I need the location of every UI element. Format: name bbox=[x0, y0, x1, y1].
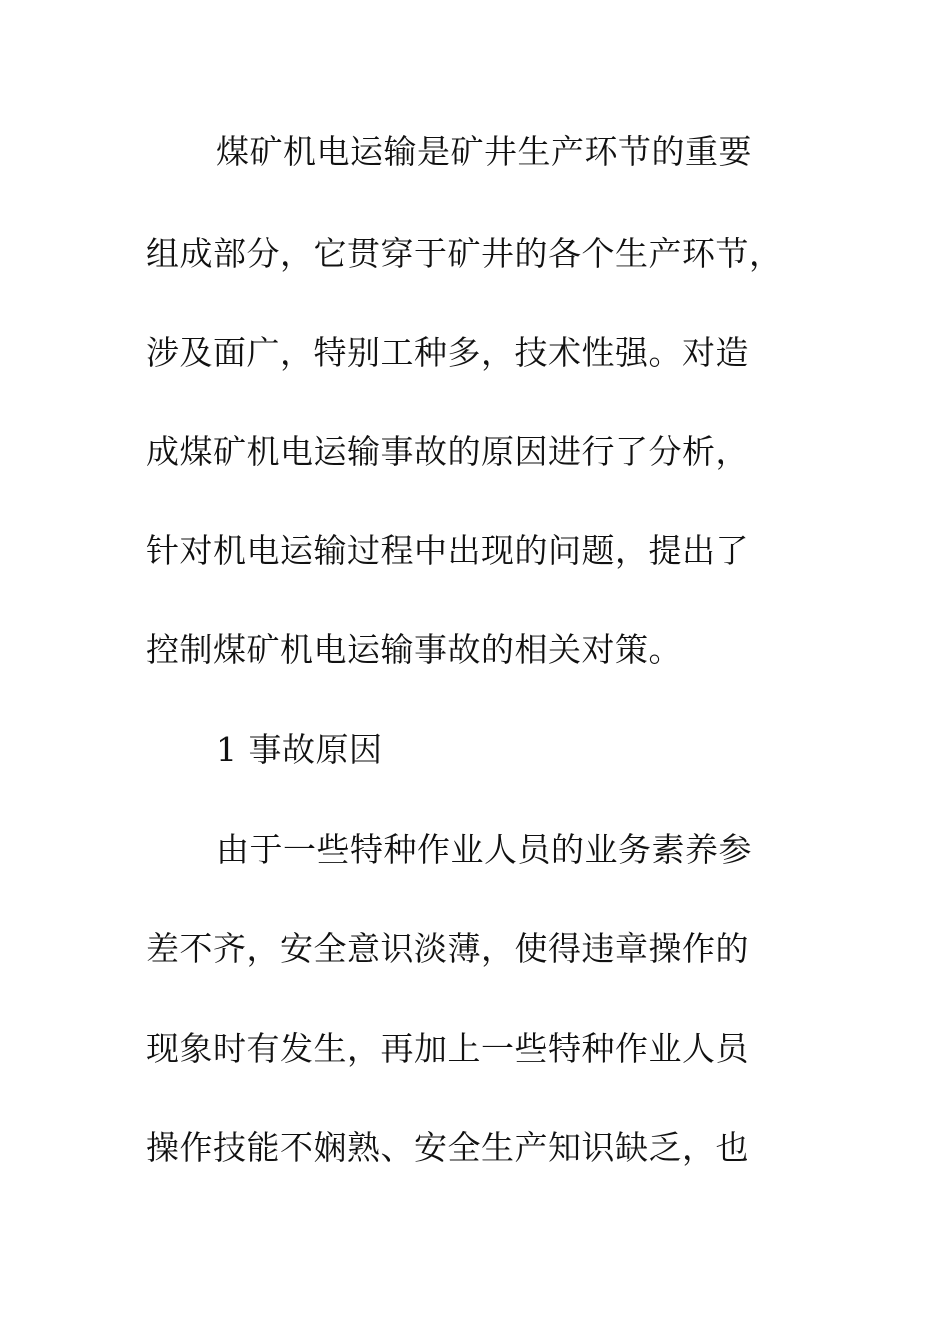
paragraph-1-line-1: 煤矿机电运输是矿井生产环节的重要 bbox=[216, 132, 752, 171]
paragraph-2-line-4: 操作技能不娴熟、安全生产知识缺乏，也 bbox=[146, 1128, 749, 1167]
paragraph-1-line-3: 涉及面广，特别工种多，技术性强。对造 bbox=[146, 333, 749, 372]
paragraph-1-line-2: 组成部分，它贯穿于矿井的各个生产环节， bbox=[146, 234, 783, 273]
paragraph-2-line-3: 现象时有发生，再加上一些特种作业人员 bbox=[146, 1029, 749, 1068]
paragraph-1-line-4: 成煤矿机电运输事故的原因进行了分析， bbox=[146, 432, 749, 471]
section-heading: 1 事故原因 bbox=[216, 730, 383, 769]
paragraph-2-line-2: 差不齐，安全意识淡薄，使得违章操作的 bbox=[146, 929, 749, 968]
paragraph-1-line-5: 针对机电运输过程中出现的问题，提出了 bbox=[146, 531, 749, 570]
paragraph-1-line-6: 控制煤矿机电运输事故的相关对策。 bbox=[146, 630, 682, 669]
paragraph-2-line-1: 由于一些特种作业人员的业务素养参 bbox=[216, 830, 752, 869]
